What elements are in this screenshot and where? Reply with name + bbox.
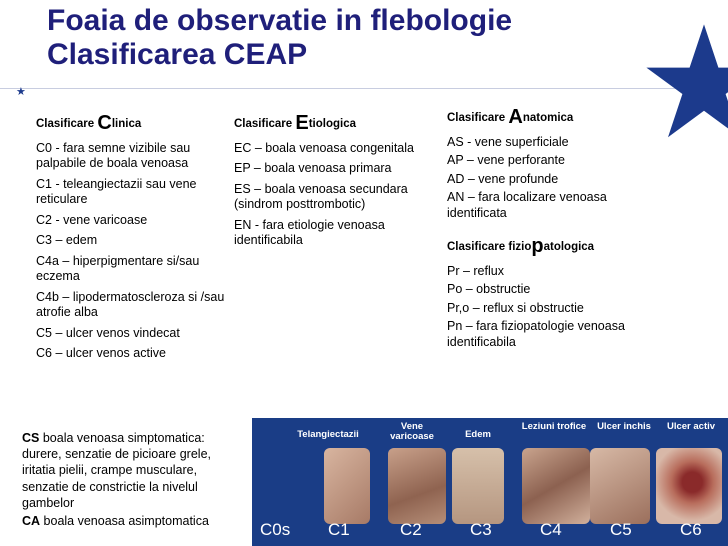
clinica-item: C0 - fara semne vizibile sau palpabile de boala venoasa	[36, 140, 191, 170]
etiologica-header-rest: tiologica	[308, 118, 356, 130]
cs-text: boala venoasa simptomatica: durere, senzatie de picioare grele, iritatia pielii, crampe musculare, senzatie de constrictie la nivelul gambelor	[22, 431, 212, 510]
clinica-item: C4b – lipodermatoscleroza si /sau atrofie alba	[36, 289, 225, 319]
code-c0s: C0s	[260, 520, 291, 539]
anatomica-header-cap: A	[508, 106, 523, 128]
leg-photo-c2	[388, 448, 446, 524]
etiologica-item: EC – boala venoasa congenitala	[234, 140, 414, 155]
fiziopatologica-item: Po – obstructie	[447, 282, 531, 296]
clinica-header-prefix: Clasificare	[36, 118, 98, 130]
small-star-icon: ★	[16, 86, 26, 98]
clinica-item: C5 – ulcer venos vindecat	[36, 325, 180, 340]
leg-photo-c6	[656, 448, 722, 524]
clinica-header-rest: linica	[111, 118, 142, 130]
code-c5: C5	[610, 520, 632, 539]
etiologica-item: EN - fara etiologie venoasa identificabila	[234, 217, 385, 247]
fiziopatologica-header-prefix: Clasificare fizio	[447, 241, 532, 253]
leg-photo-c4	[522, 448, 590, 524]
fiziopatologica-header	[447, 235, 659, 257]
anatomica-column	[447, 106, 659, 353]
clinica-item: C3 – edem	[36, 233, 98, 247]
anatomica-item: AP – vene perforante	[447, 153, 565, 167]
photo-label-leziuni-trofice: Leziuni trofice	[521, 421, 587, 432]
ca-text: boala venoasa asimptomatica	[40, 514, 209, 529]
fiziopatologica-item: Pr – reflux	[447, 263, 504, 278]
code-c4: C4	[540, 520, 562, 539]
cs-paragraph	[22, 430, 244, 511]
etiologica-header-cap: E	[295, 112, 309, 134]
leg-photo-strip	[252, 418, 728, 546]
leg-photo-c1	[324, 448, 370, 524]
ca-paragraph	[22, 513, 244, 529]
leg-photo-c3	[452, 448, 504, 524]
photo-label-ulcer-inchis: Ulcer inchis	[597, 421, 651, 432]
photo-label-edem: Edem	[465, 429, 491, 440]
etiologica-header	[234, 112, 438, 134]
code-c1: C1	[328, 520, 350, 539]
clinica-item: C4a – hiperpigmentare si/sau eczema	[36, 253, 200, 283]
fiziopatologica-header-cap: p	[531, 235, 544, 257]
etiologica-item: ES – boala venoasa secundara (sindrom posttrombotic)	[234, 181, 408, 211]
etiologica-column	[234, 112, 438, 254]
anatomica-item: AN – fara localizare venoasa identificata	[447, 190, 607, 220]
fiziopatologica-header-rest: atologica	[543, 241, 595, 253]
symptoms-box	[22, 430, 244, 529]
photo-label-vene-varicoase: Vene varicoase	[390, 421, 434, 442]
cs-label: CS	[22, 431, 40, 445]
etiologica-item: EP – boala venoasa primara	[234, 161, 392, 175]
clinica-item: C2 - vene varicoase	[36, 212, 148, 227]
anatomica-header	[447, 106, 659, 128]
clinica-column	[36, 112, 226, 367]
clinica-header-cap: C	[97, 112, 112, 134]
etiologica-header-prefix: Clasificare	[234, 118, 296, 130]
photo-label-telangiectazii: Telangiectazii	[297, 429, 359, 440]
title-line-1: Foaia de observatie in flebologie	[47, 4, 513, 37]
slide-title	[47, 4, 512, 72]
clinica-item: C1 - teleangiectazii sau vene reticulare	[36, 176, 197, 206]
anatomica-header-prefix: Clasificare	[447, 112, 509, 124]
anatomica-header-rest: natomica	[522, 112, 574, 124]
fiziopatologica-item: Pn – fara fiziopatologie venoasa identificabila	[447, 319, 625, 349]
leg-photo-c5	[590, 448, 650, 524]
anatomica-item: AD – vene profunde	[447, 171, 559, 186]
anatomica-item: AS - vene superficiale	[447, 134, 569, 149]
ca-label: CA	[22, 514, 41, 529]
code-c3: C3	[470, 520, 492, 539]
clinica-header	[36, 112, 226, 134]
title-line-2: Clasificarea CEAP	[47, 38, 308, 71]
title-divider	[0, 88, 700, 89]
clinica-item: C6 – ulcer venos active	[36, 346, 166, 360]
code-c6: C6	[680, 520, 702, 539]
fiziopatologica-item: Pr,o – reflux si obstructie	[447, 300, 584, 315]
code-c2: C2	[400, 520, 422, 539]
photo-label-ulcer-activ: Ulcer activ	[666, 421, 716, 432]
